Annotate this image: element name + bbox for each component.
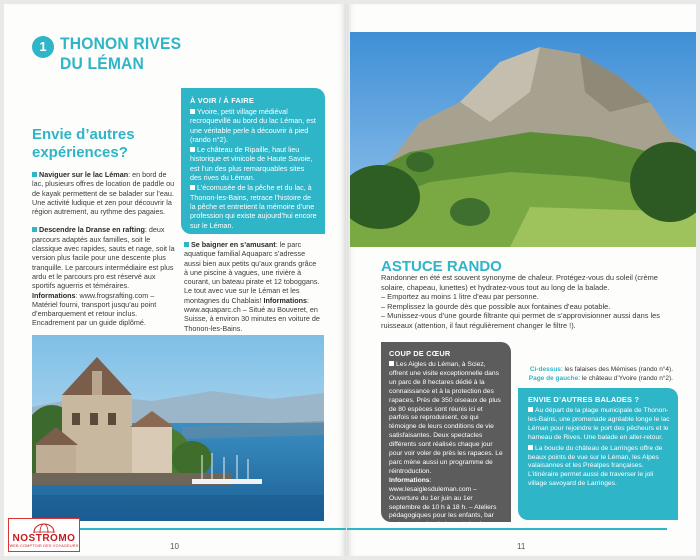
right-page: [347, 4, 696, 556]
a-voir-item: Le château de Ripaille, haut lieu historique et vinicole de Haute Savoie, est l’un des plus remarquables sites des rives du Léman.: [190, 145, 313, 183]
experiences-column: [32, 170, 175, 337]
page-number: 11: [517, 542, 526, 551]
rando-title: ASTUCE RANDO: [381, 258, 502, 275]
bullet-square-icon: [528, 407, 533, 412]
coup-de-coeur-title: COUP DE CŒUR: [389, 349, 451, 358]
bullet-square-icon: [190, 185, 195, 190]
photo-caption: Ci-dessus: les falaises des Mémises (rando n°4). Page de gauche: le château d’Yvoire (rando n°2).: [528, 366, 673, 382]
balade-item: La boucle du château de Larringes offre de beaux points de vue sur le Léman, les Alpes valaisannes et les Préalpes françaises. L’itinéraire permet aussi de traverser le joli village savoyard de Larringes.: [528, 444, 663, 488]
logo-sub-text: WEB COMPTOIR DES VOYAGEURS: [9, 543, 79, 548]
coup-de-coeur-box: COUP DE CŒUR Les Aigles du Léman, à Sciez, offrent une visite exceptionnelle dans un parc de 8 hectares dédié à la connaissance et à la protection des rapaces. Près de 350 oiseaux de plus de 80 espèces sont réunis ici et parfois se reproduisent, ce qui témoigne de leurs conditions de vie satisfaisantes. Deux spectacles différents sont réalisés chaque jour pour voir voler de près les rapaces. Le parc mène aussi un programme de réintroduction. Informations: www.lesaiglesduleman.com – Ouverture du 1er juin au 1er septembre de 10 h à 18 h. – Ateliers pédagogiques pour les enfants, bar restaurant, aire de jeux et de pique-nique.: [381, 342, 511, 522]
photo-chateau-yvoire: [32, 335, 324, 521]
globe-icon: [32, 523, 56, 533]
a-voir-title: À VOIR / À FAIRE: [190, 96, 254, 105]
autres-balades-box: [518, 388, 678, 520]
chapter-title: THONON RIVES DU LÉMAN: [60, 34, 182, 73]
page-number: 10: [170, 542, 179, 551]
bullet-square-icon: [190, 109, 195, 114]
balade-item: Au départ de la plage municipale de Thonon-les-Bains, une promenade agréable longe le lac Léman pour rejoindre le port des pêcheurs et le hameau de Rives. Une balade en aller-retour.: [528, 407, 670, 441]
autres-balades-title: ENVIE D’AUTRES BALADES ?: [528, 395, 640, 404]
nostromo-logo: [8, 518, 80, 552]
experience-item-rafting: Descendre la Dranse en rafting: deux parcours adaptés aux familles, soit le classique avec rapides, sauts et nage, soit la version plus facile pour une descente plus tranquille. Le parcours intermédiaire est plus ardu et le parcours pro est réservé aux sportifs aguerris et téméraires. Informations: www.frogsrafting.com – Matériel fourni, transport jusqu’au point d’embarquement et retour inclus. Encadrement par un guide diplômé.: [32, 225, 175, 328]
photo-falaises-memises: [350, 32, 696, 247]
bullet-square-icon: [32, 227, 37, 232]
rando-text: Randonner en été est souvent synonyme de chaleur. Protégez-vous du soleil (crème solaire, chapeau, lunettes) et hydratez-vous tout au long de la balade. – Emportez au moins 1 litre d’eau par personne. – Remplissez la gourde dès que possible aux fontaines d’eau potable. – Munissez-vous d’une gourde filtrante qui permet de s’approvisionner aussi dans les ruisseaux (attention, il faut régulièrement changer le filtre !).: [381, 273, 660, 330]
bullet-square-icon: [528, 445, 533, 450]
lake-castle-illustration: [32, 335, 324, 521]
mountain-illustration: [350, 32, 696, 247]
a-voir-item: L’écomusée de la pêche et du lac, à Thonon-les-Bains, retrace l’histoire de la pêche et entretient la mémoire d’une profession qui existe aujourd’hui encore sur le Léman.: [190, 183, 317, 230]
a-voir-box: [181, 88, 325, 234]
footer-rule: [347, 528, 667, 530]
footer-rule: [66, 528, 346, 530]
left-page: [4, 4, 346, 556]
section-title: Envie d’autres expériences?: [32, 126, 135, 161]
logo-main-text: NOSTROMO: [12, 532, 76, 544]
baigner-column: Se baigner en s’amusant: le parc aquatique familial Aquaparc s’adresse aussi bien aux petits qu’aux grands grâce à une piscine à vagues, une rivière à courant, un bateau pirate et 12 toboggans. Le tout avec vue sur le Léman et les montagnes du Chablais! Informations: www.aquaparc.ch – Situé au Bouveret, en Suisse, à environ 30 minutes en voiture de Thonon-les-Bains.: [184, 240, 320, 333]
bullet-square-icon: [184, 242, 189, 247]
bullet-square-icon: [389, 361, 394, 366]
experience-item-navigation: Naviguer sur le lac Léman: en bord de lac, plusieurs offres de location de paddle ou de kayak permettent de se balader sur l’eau. Une activité ludique et zen pour découvrir la région autrement, au rythme des pagaies.: [32, 170, 175, 217]
chapter-number-badge: 1: [32, 36, 54, 58]
bullet-square-icon: [32, 172, 37, 177]
bullet-square-icon: [190, 147, 195, 152]
a-voir-item: Yvoire, petit village médiéval recroquevillé au bord du lac Léman, est une véritable perle à découvrir à pied (rando n°2).: [190, 107, 316, 144]
